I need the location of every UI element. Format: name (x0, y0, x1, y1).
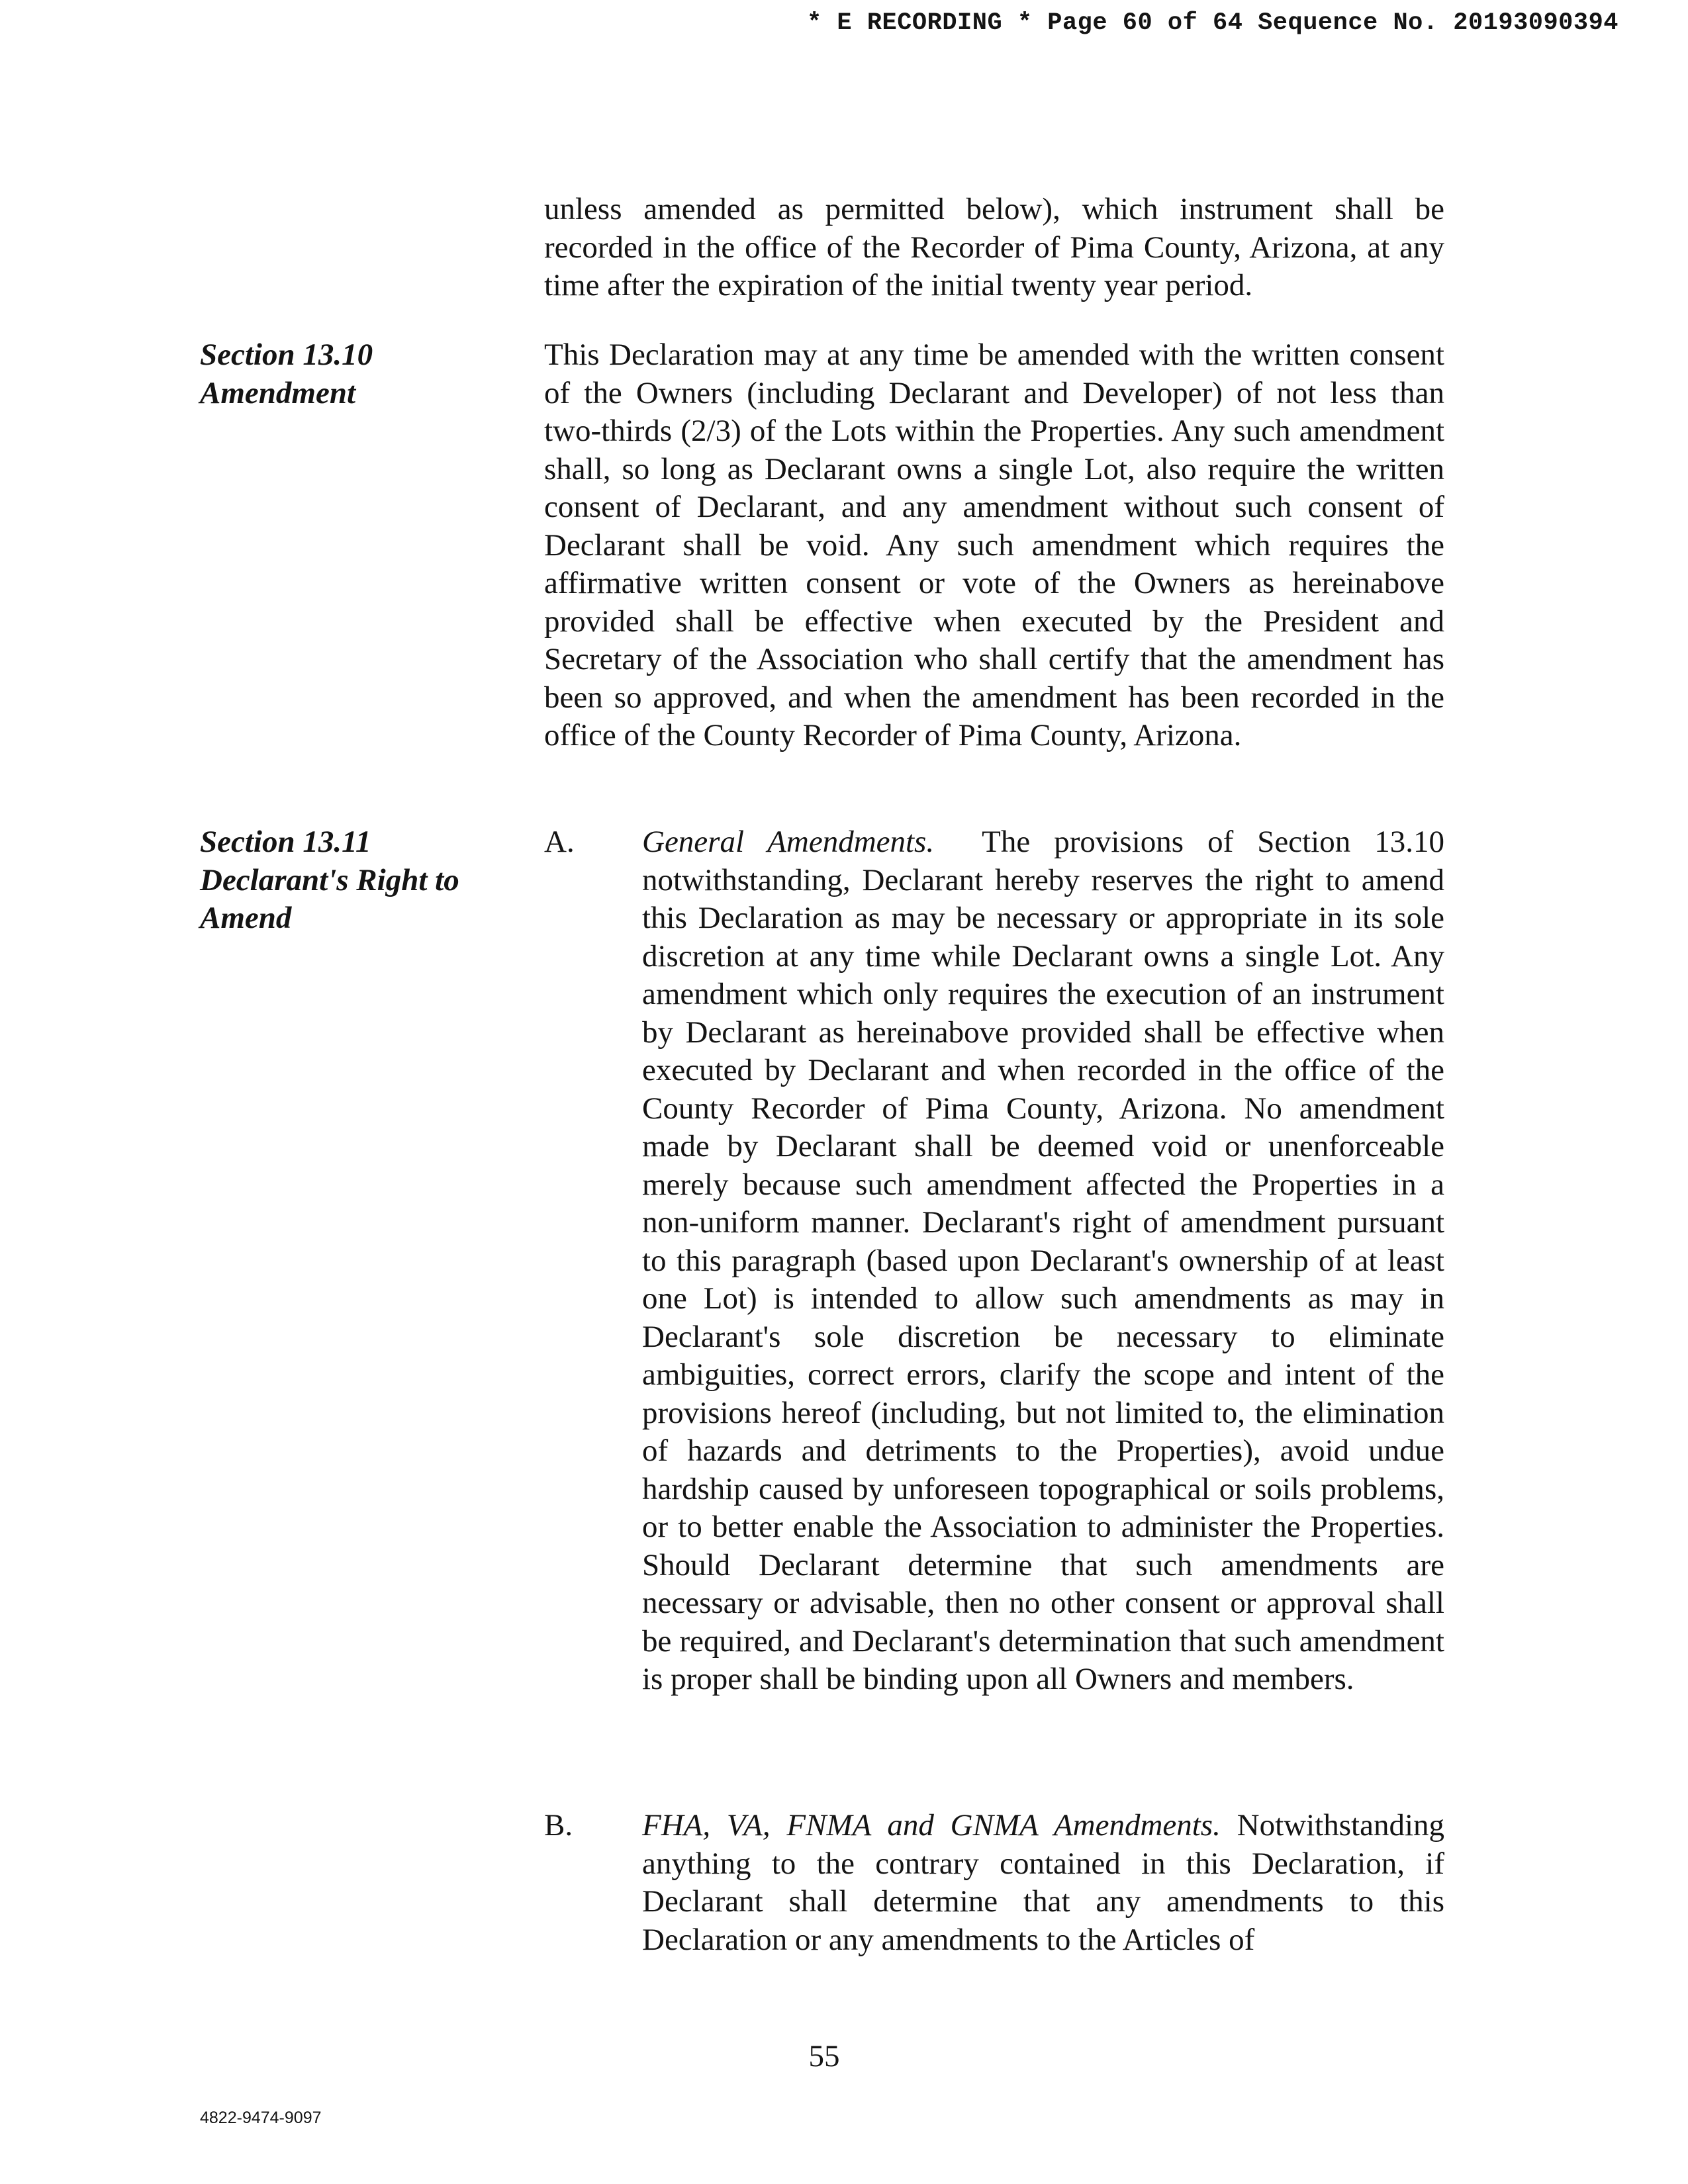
section-13-11-heading (200, 823, 511, 938)
paragraph-b-text: Notwithstanding anything to the contrary contained in this Declaration, if Declarant shall determine that any amendments to this Declaration or any amendments to the Articles of (642, 1808, 1444, 1957)
section-13-10-title: Amendment (200, 375, 356, 410)
document-id: 4822-9474-9097 (200, 2109, 322, 2127)
page-number: 55 (808, 2039, 840, 2073)
paragraph-a-title: General Amendments. (642, 825, 935, 859)
section-13-10-body: This Declaration may at any time be amended with the written consent of the Owners (including Declarant and Developer) of not less than two-thirds (2/3) of the Lots within the Properties. Any such amendment shall, so long as Declarant owns a single Lot, also require the written consent of Declarant, and any amendment without such consent of Declarant shall be void. Any such amendment which requires the affirmative written consent or vote of the Owners as hereinabove provided shall be effective when executed by the President and Secretary of the Association who shall certify that the amendment has been so approved, and when the amendment has been recorded in the office of the County Recorder of Pima County, Arizona. (544, 338, 1444, 752)
section-13-10-number: Section 13.10 (200, 338, 373, 372)
section-13-11-title-line1: Declarant's Right to (200, 862, 459, 897)
intro-paragraph: unless amended as permitted below), which instrument shall be recorded in the office of the Recorder of Pima County, Arizona, at any time after the expiration of the initial twenty year period. (544, 192, 1444, 302)
section-13-10-heading (200, 336, 511, 412)
recording-stamp-header: * E RECORDING * Page 60 of 64 Sequence No. 20193090394 (807, 9, 1618, 37)
paragraph-a-letter: A. (544, 825, 575, 859)
section-13-11-title-line2: Amend (200, 901, 292, 935)
paragraph-a-text: The provisions of Section 13.10 notwithstanding, Declarant hereby reserves the right to amend this Declaration as may be necessary or appropriate in its sole discretion at any time while Declarant owns a single Lot. Any amendment which only requires the execution of an instrument by Declarant as hereinabove provided shall be effective when executed by Declarant and when recorded in the office of the County Recorder of Pima County, Arizona. No amendment made by Declarant shall be deemed void or unenforceable merely because such amendment affected the Properties in a non-uniform manner. Declarant's right of amendment pursuant to this paragraph (based upon Declarant's ownership of at least one Lot) is intended to allow such amendments as may in Declarant's sole discretion be necessary to eliminate ambiguities, correct errors, clarify the scope and intent of the provisions hereof (including, but not limited to, the elimination of hazards and detriments to the Properties), avoid undue hardship caused by unforeseen topographical or soils problems, or to better enable the Association to administer the Properties. Should Declarant determine that such amendments are necessary or advisable, then no other consent or approval shall be required, and Declarant's determination that such amendment is proper shall be binding upon all Owners and members. (642, 825, 1444, 1696)
paragraph-a (642, 823, 1444, 1699)
paragraph-b-letter: B. (544, 1808, 573, 1843)
paragraph-b (642, 1807, 1444, 1959)
section-13-11-number: Section 13.11 (200, 825, 371, 859)
paragraph-b-title: FHA, VA, FNMA and GNMA Amendments. (642, 1808, 1221, 1843)
